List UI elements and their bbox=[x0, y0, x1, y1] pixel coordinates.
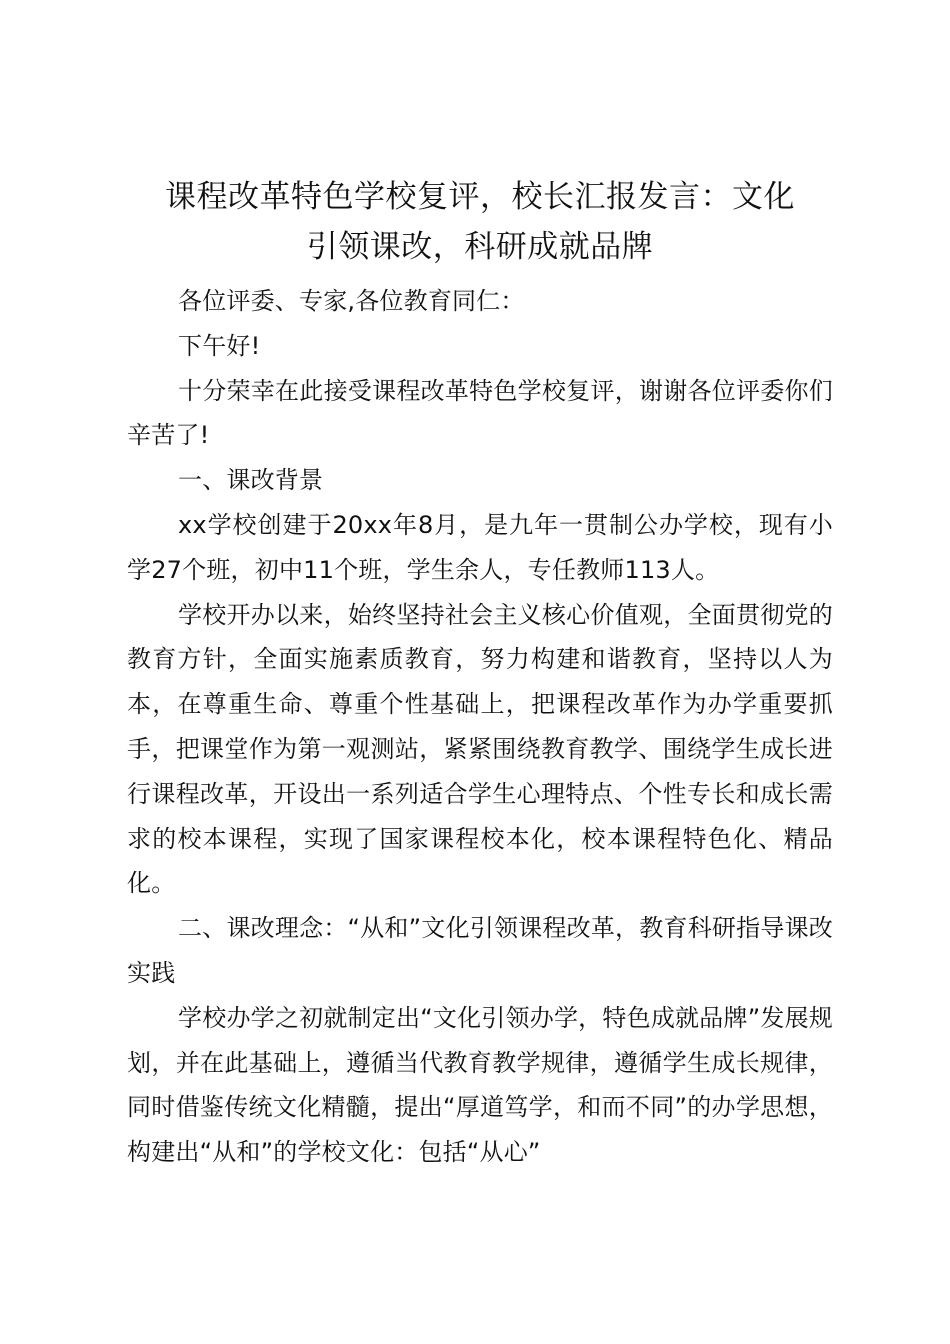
school-history-paragraph: 学校开办以来，始终坚持社会主义核心价值观，全面贯彻党的教育方针，全面实施素质教育，努力构建和谐教育，坚持以人为本，在尊重生命、尊重个性基础上，把课程改革作为办学重要抓手，把课堂作为第一观测站，紧紧围绕教育教学、围绕学生成长进行课程改革，开设出一系列适合学生心理特点、个性专长和成长需求的校本课程，实现了国家课程校本化，校本课程特色化、精品化。 bbox=[127, 600, 833, 898]
document-body bbox=[127, 279, 833, 1175]
document-title bbox=[120, 172, 840, 272]
title-line-1: 课程改革特色学校复评，校长汇报发言：文化 bbox=[165, 179, 795, 215]
philosophy-paragraph: 学校办学之初就制定出“文化引领办学，特色成就品牌”发展规划，并在此基础上，遵循当代教育教学规律，遵循学生成长规律，同时借鉴传统文化精髓，提出“厚道笃学，和而不同”的办学思想，构建出“从和”的学校文化：包括“从心” bbox=[127, 1003, 833, 1167]
section-heading-philosophy: 二、课改理念：“从和”文化引领课程改革，教育科研指导课改实践 bbox=[127, 914, 833, 987]
salutation: 各位评委、专家,各位教育同仁： bbox=[178, 287, 525, 315]
school-intro-paragraph: xx学校创建于20xx年8月，是九年一贯制公办学校，现有小学27个班，初中11个班，学生余人，专任教师113人。 bbox=[127, 510, 833, 584]
greeting: 下午好! bbox=[178, 331, 261, 360]
section-heading-background: 一、课改背景 bbox=[178, 466, 324, 495]
title-line-2: 引领课改，科研成就品牌 bbox=[306, 229, 654, 265]
opening-paragraph: 十分荣幸在此接受课程改革特色学校复评，谢谢各位评委你们辛苦了! bbox=[127, 376, 833, 450]
